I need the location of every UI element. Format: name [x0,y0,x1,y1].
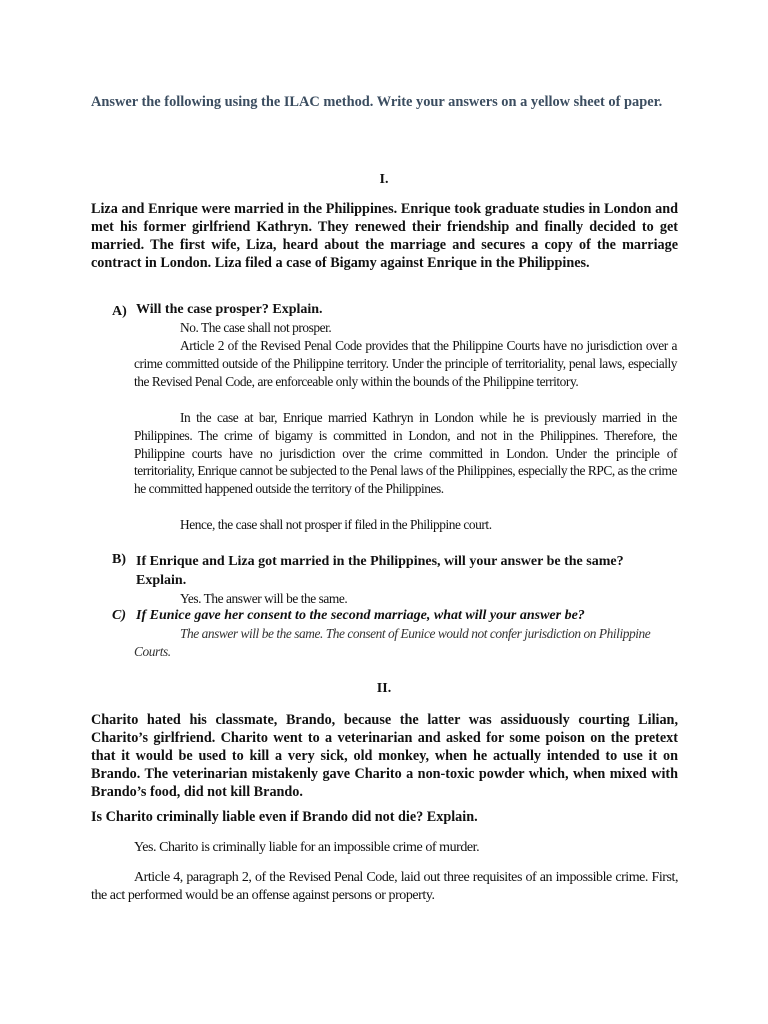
instructions: Answer the following using the ILAC method. Write your answers on a yellow sheet of paper. [91,94,663,110]
question-c-label: C) [112,608,126,623]
question-a [112,302,127,320]
answer-a-line-4: Hence, the case shall not prosper if filed in the Philippine court. [180,517,492,532]
section-1-heading: I. [379,172,389,187]
answer-c: The answer will be the same. The consent of Eunice would not confer jurisdiction on Philippine Courts. [134,626,651,659]
answer-a-line-1: No. The case shall not prosper. [180,320,332,335]
section-1-facts: Liza and Enrique were married in the Philippines. Enrique took graduate studies in London and met his former girlfriend Kathryn. They renewed their friendship and finally decided to get married. The first wife, Liza, heard about the marriage and secures a copy of the marriage contract in London. Liza filed a case of Bigamy against Enrique in the Philippines. [91,201,678,271]
section-2-facts: Charito hated his classmate, Brando, because the latter was assiduously courting Lilian, Charito’s girlfriend. Charito went to a veterinarian and asked for some poison on the pretext that it would be used to kill a very sick, old monkey, when he actually intended to use it on Brando. The veterinarian mistakenly gave Charito a non-toxic powder which, when mixed with Brando’s food, did not kill Brando. [91,712,678,800]
question-a-label: A) [112,304,127,319]
section-2-answer-line-1: Yes. Charito is criminally liable for an impossible crime of murder. [134,840,480,855]
section-2-answer-paragraph-2: Article 4, paragraph 2, of the Revised Penal Code, laid out three requisites of an impossible crime. First, the act performed would be an offense against persons or property. [91,870,678,903]
answer-b: Yes. The answer will be the same. [180,591,348,606]
section-2-question: Is Charito criminally liable even if Brando did not die? Explain. [91,809,478,825]
answer-a-paragraph-2: Article 2 of the Revised Penal Code provides that the Philippine Courts have no jurisdiction over a crime committed outside of the Philippine territory. Under the principle of territoriality, penal laws, especially the Revised Penal Code, are enforceable only within the bounds of the Philippine territory. [134,338,677,389]
question-c-text: If Eunice gave her consent to the second marriage, what will your answer be? [136,608,585,623]
question-b-label: B) [112,552,126,567]
answer-a-paragraph-3: In the case at bar, Enrique married Kathryn in London while he is previously married in the Philippines. The crime of bigamy is committed in London, and not in the Philippines. Therefore, the Philippine courts have no jurisdiction over the crime committed in London. Under the principle of territoriality, Enrique cannot be subjected to the Penal laws of the Philippines, especially the RPC, as the crime he committed happened outside the territory of the Philippines. [134,410,677,497]
question-b-text: If Enrique and Liza got married in the Philippines, will your answer be the same? Explain. [136,554,624,588]
section-2-heading: II. [376,681,392,696]
question-a-text: Will the case prosper? Explain. [136,302,323,317]
